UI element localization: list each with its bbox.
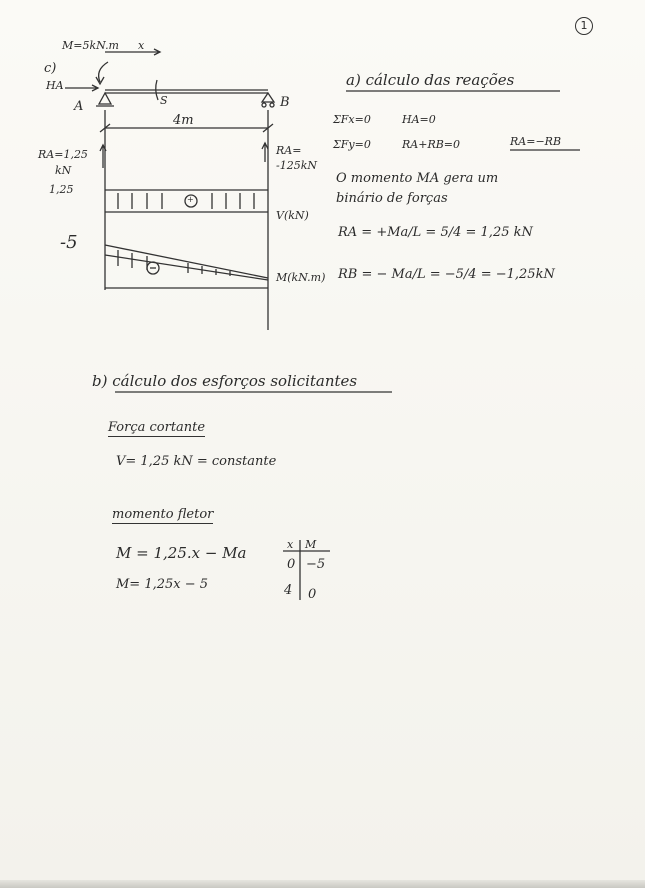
text-line-2: binário de forças [336,191,448,206]
table-header-m: M [305,538,317,551]
moment-axis-label: M(kN.m) [276,271,326,284]
eq-fy: ΣFy=0 [333,138,371,151]
shear-value: 1,25 [49,183,74,196]
moment-equation-1: M = 1,25.x − Ma [116,544,247,562]
moment-heading: momento fletor [112,507,214,522]
shear-axis-label: V(kN) [276,209,309,222]
shear-sign: + [187,195,194,204]
section-s-label: S [160,94,168,107]
table-row1-m: −5 [306,557,326,572]
moment-label: M=5kN.m [62,39,119,52]
table-row2-x: 4 [284,583,293,598]
ra-left-unit: kN [55,164,72,177]
span-label: 4m [173,113,194,128]
ra-right-label: RA= [276,144,302,157]
section-b-title: b) cálculo dos esforços solicitantes [92,372,358,390]
eq-sum: RA+RB=0 [402,138,461,151]
eq-result: RA=−RB [510,135,562,148]
moment-equation-2: M= 1,25x − 5 [116,577,209,592]
eq-fx: ΣFx=0 [333,113,371,126]
table-row1-x: 0 [287,557,296,572]
moment-value: -5 [60,232,78,253]
point-a-label: A [74,99,84,114]
item-letter: c) [44,61,57,76]
rb-right-label: -125kN [276,159,318,172]
ra-equation: RA = +Ma/L = 5/4 = 1,25 kN [338,225,533,240]
shear-equation: V= 1,25 kN = constante [116,454,277,469]
x-axis-label: x [138,39,145,52]
table-header-x: x [287,538,294,551]
point-b-label: B [280,95,290,110]
shear-heading: Força cortante [108,420,206,435]
table-row2-m: 0 [308,587,317,602]
eq-ha: HA=0 [402,113,436,126]
rb-equation: RB = − Ma/L = −5/4 = −1,25kN [338,267,555,282]
page-bottom-edge [0,880,645,888]
page-number: 1 [575,17,593,35]
text-line-1: O momento MA gera um [336,171,499,186]
section-a-title: a) cálculo das reações [346,71,515,89]
ra-left-label: RA=1,25 [38,148,88,161]
ha-label: HA [46,79,64,92]
